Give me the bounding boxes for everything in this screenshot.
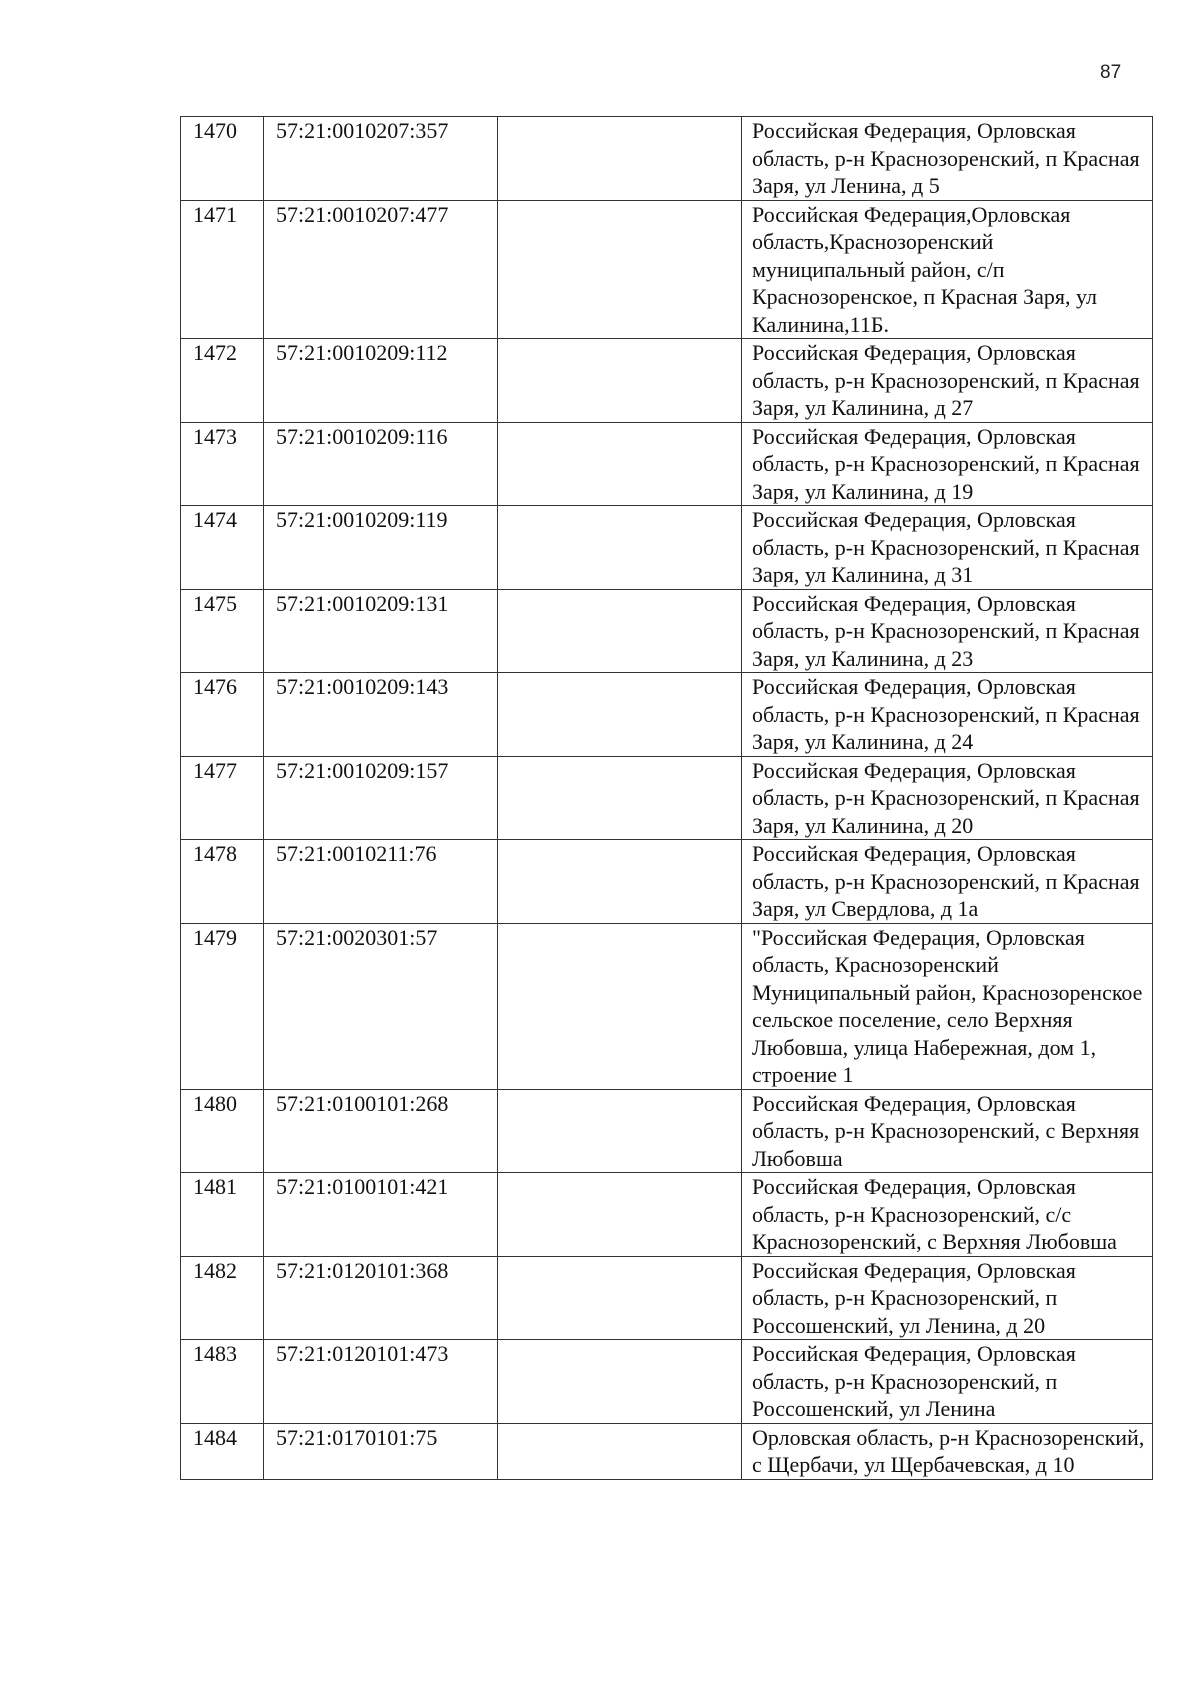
cadastral-cell [264, 1089, 498, 1173]
row-number-cell [181, 1256, 264, 1340]
cadastral-cell [264, 117, 498, 201]
row-number: 1471 [193, 201, 237, 227]
empty-cell [498, 117, 742, 201]
address-cell [742, 1256, 1153, 1340]
registry-table [180, 116, 1153, 1480]
table-row [181, 673, 1153, 757]
address-text: "Российская Федерация, Орловская область, Краснозоренский Муниципальный район, Краснозоренское сельское поселение, село Верхняя Любовша, улица Набережная, дом 1, строение 1 [752, 924, 1143, 1087]
cadastral-cell [264, 506, 498, 590]
table-row [181, 200, 1153, 339]
address-cell [742, 506, 1153, 590]
cadastral-cell [264, 422, 498, 506]
cadastral-cell [264, 589, 498, 673]
address-text: Российская Федерация, Орловская область, р-н Краснозоренский, п Россошенский, ул Ленина [752, 1341, 1076, 1421]
address-cell [742, 589, 1153, 673]
cadastral-number: 57:21:0010209:116 [276, 423, 448, 449]
row-number: 1474 [193, 507, 237, 532]
table-row [181, 1340, 1153, 1424]
cadastral-cell [264, 1340, 498, 1424]
row-number: 1476 [193, 674, 237, 699]
table-row [181, 506, 1153, 590]
row-number-cell [181, 506, 264, 590]
address-cell [742, 339, 1153, 423]
table-row [181, 1423, 1153, 1479]
row-number: 1480 [193, 1090, 237, 1116]
address-text: Российская Федерация, Орловская область, р-н Краснозоренский, п Красная Заря, ул Калинина, д 19 [752, 423, 1140, 504]
cadastral-cell [264, 840, 498, 924]
address-cell [742, 1423, 1153, 1479]
address-text: Российская Федерация,Орловская область,Краснозоренский муниципальный район, с/п Краснозоренское, п Красная Заря, ул Калинина,11Б. [752, 201, 1097, 337]
table-row [181, 422, 1153, 506]
cadastral-cell [264, 200, 498, 339]
table-row [181, 1173, 1153, 1257]
row-number: 1477 [193, 757, 237, 783]
page-number: 87 [1100, 62, 1122, 83]
empty-cell [498, 1423, 742, 1479]
table-row [181, 589, 1153, 673]
cadastral-cell [264, 1173, 498, 1257]
cadastral-number: 57:21:0120101:473 [276, 1341, 449, 1366]
row-number: 1484 [193, 1424, 237, 1450]
table-row [181, 840, 1153, 924]
address-cell [742, 1173, 1153, 1257]
cadastral-cell [264, 339, 498, 423]
empty-cell [498, 1173, 742, 1257]
address-text: Орловская область, р-н Краснозоренский, с Щербачи, ул Щербачевская, д 10 [752, 1424, 1145, 1477]
address-cell [742, 1340, 1153, 1424]
cadastral-cell [264, 923, 498, 1089]
cadastral-number: 57:21:0100101:421 [276, 1174, 449, 1199]
address-cell [742, 923, 1153, 1089]
cadastral-number: 57:21:0010209:131 [276, 590, 449, 616]
address-cell [742, 840, 1153, 924]
row-number: 1481 [193, 1174, 237, 1199]
row-number-cell [181, 1089, 264, 1173]
address-text: Российская Федерация, Орловская область, р-н Краснозоренский, п Россошенский, ул Ленина, д 20 [752, 1257, 1076, 1338]
address-text: Российская Федерация, Орловская область, р-н Краснозоренский, п Красная Заря, ул Калинина, д 23 [752, 590, 1140, 671]
row-number: 1478 [193, 841, 237, 866]
table-row [181, 1089, 1153, 1173]
cadastral-cell [264, 1256, 498, 1340]
empty-cell [498, 1256, 742, 1340]
row-number-cell [181, 589, 264, 673]
table-row [181, 923, 1153, 1089]
address-text: Российская Федерация, Орловская область, р-н Краснозоренский, п Красная Заря, ул Калинина, д 31 [752, 507, 1140, 587]
cadastral-number: 57:21:0170101:75 [276, 1424, 438, 1450]
address-text: Российская Федерация, Орловская область, р-н Краснозоренский, п Красная Заря, ул Калинина, д 27 [752, 340, 1140, 420]
address-cell [742, 200, 1153, 339]
table-row [181, 756, 1153, 840]
row-number: 1473 [193, 423, 237, 449]
empty-cell [498, 923, 742, 1089]
row-number-cell [181, 117, 264, 201]
address-text: Российская Федерация, Орловская область, р-н Краснозоренский, п Красная Заря, ул Свердлова, д 1а [752, 841, 1140, 921]
empty-cell [498, 200, 742, 339]
cadastral-number: 57:21:0010207:357 [276, 118, 449, 143]
cadastral-cell [264, 756, 498, 840]
cadastral-number: 57:21:0010207:477 [276, 201, 449, 227]
address-text: Российская Федерация, Орловская область, р-н Краснозоренский, п Красная Заря, ул Калинина, д 24 [752, 674, 1140, 754]
cadastral-number: 57:21:0010209:112 [276, 340, 448, 365]
row-number-cell [181, 1173, 264, 1257]
row-number-cell [181, 756, 264, 840]
registry-table-body [181, 117, 1153, 1480]
address-text: Российская Федерация, Орловская область, р-н Краснозоренский, п Красная Заря, ул Ленина, д 5 [752, 118, 1140, 198]
row-number-cell [181, 840, 264, 924]
row-number: 1479 [193, 924, 237, 950]
row-number-cell [181, 422, 264, 506]
address-cell [742, 1089, 1153, 1173]
address-cell [742, 673, 1153, 757]
row-number: 1470 [193, 118, 237, 143]
row-number-cell [181, 1423, 264, 1479]
row-number: 1483 [193, 1341, 237, 1366]
empty-cell [498, 506, 742, 590]
row-number-cell [181, 673, 264, 757]
cadastral-cell [264, 673, 498, 757]
cadastral-cell [264, 1423, 498, 1479]
cadastral-number: 57:21:0120101:368 [276, 1257, 449, 1283]
address-text: Российская Федерация, Орловская область, р-н Краснозоренский, п Красная Заря, ул Калинина, д 20 [752, 757, 1140, 838]
row-number: 1472 [193, 340, 237, 365]
row-number-cell [181, 200, 264, 339]
row-number-cell [181, 923, 264, 1089]
address-cell [742, 756, 1153, 840]
empty-cell [498, 422, 742, 506]
cadastral-number: 57:21:0010209:143 [276, 674, 449, 699]
empty-cell [498, 673, 742, 757]
row-number: 1482 [193, 1257, 237, 1283]
cadastral-number: 57:21:0010211:76 [276, 841, 437, 866]
cadastral-number: 57:21:0020301:57 [276, 924, 438, 950]
row-number: 1475 [193, 590, 237, 616]
empty-cell [498, 589, 742, 673]
table-row [181, 117, 1153, 201]
address-cell [742, 117, 1153, 201]
cadastral-number: 57:21:0010209:119 [276, 507, 448, 532]
address-cell [742, 422, 1153, 506]
empty-cell [498, 756, 742, 840]
row-number-cell [181, 1340, 264, 1424]
address-text: Российская Федерация, Орловская область, р-н Краснозоренский, с/с Краснозоренский, с Верхняя Любовша [752, 1174, 1117, 1254]
table-row [181, 1256, 1153, 1340]
empty-cell [498, 840, 742, 924]
cadastral-number: 57:21:0100101:268 [276, 1090, 449, 1116]
cadastral-number: 57:21:0010209:157 [276, 757, 449, 783]
address-text: Российская Федерация, Орловская область, р-н Краснозоренский, с Верхняя Любовша [752, 1090, 1140, 1171]
empty-cell [498, 1340, 742, 1424]
row-number-cell [181, 339, 264, 423]
table-row [181, 339, 1153, 423]
empty-cell [498, 339, 742, 423]
empty-cell [498, 1089, 742, 1173]
